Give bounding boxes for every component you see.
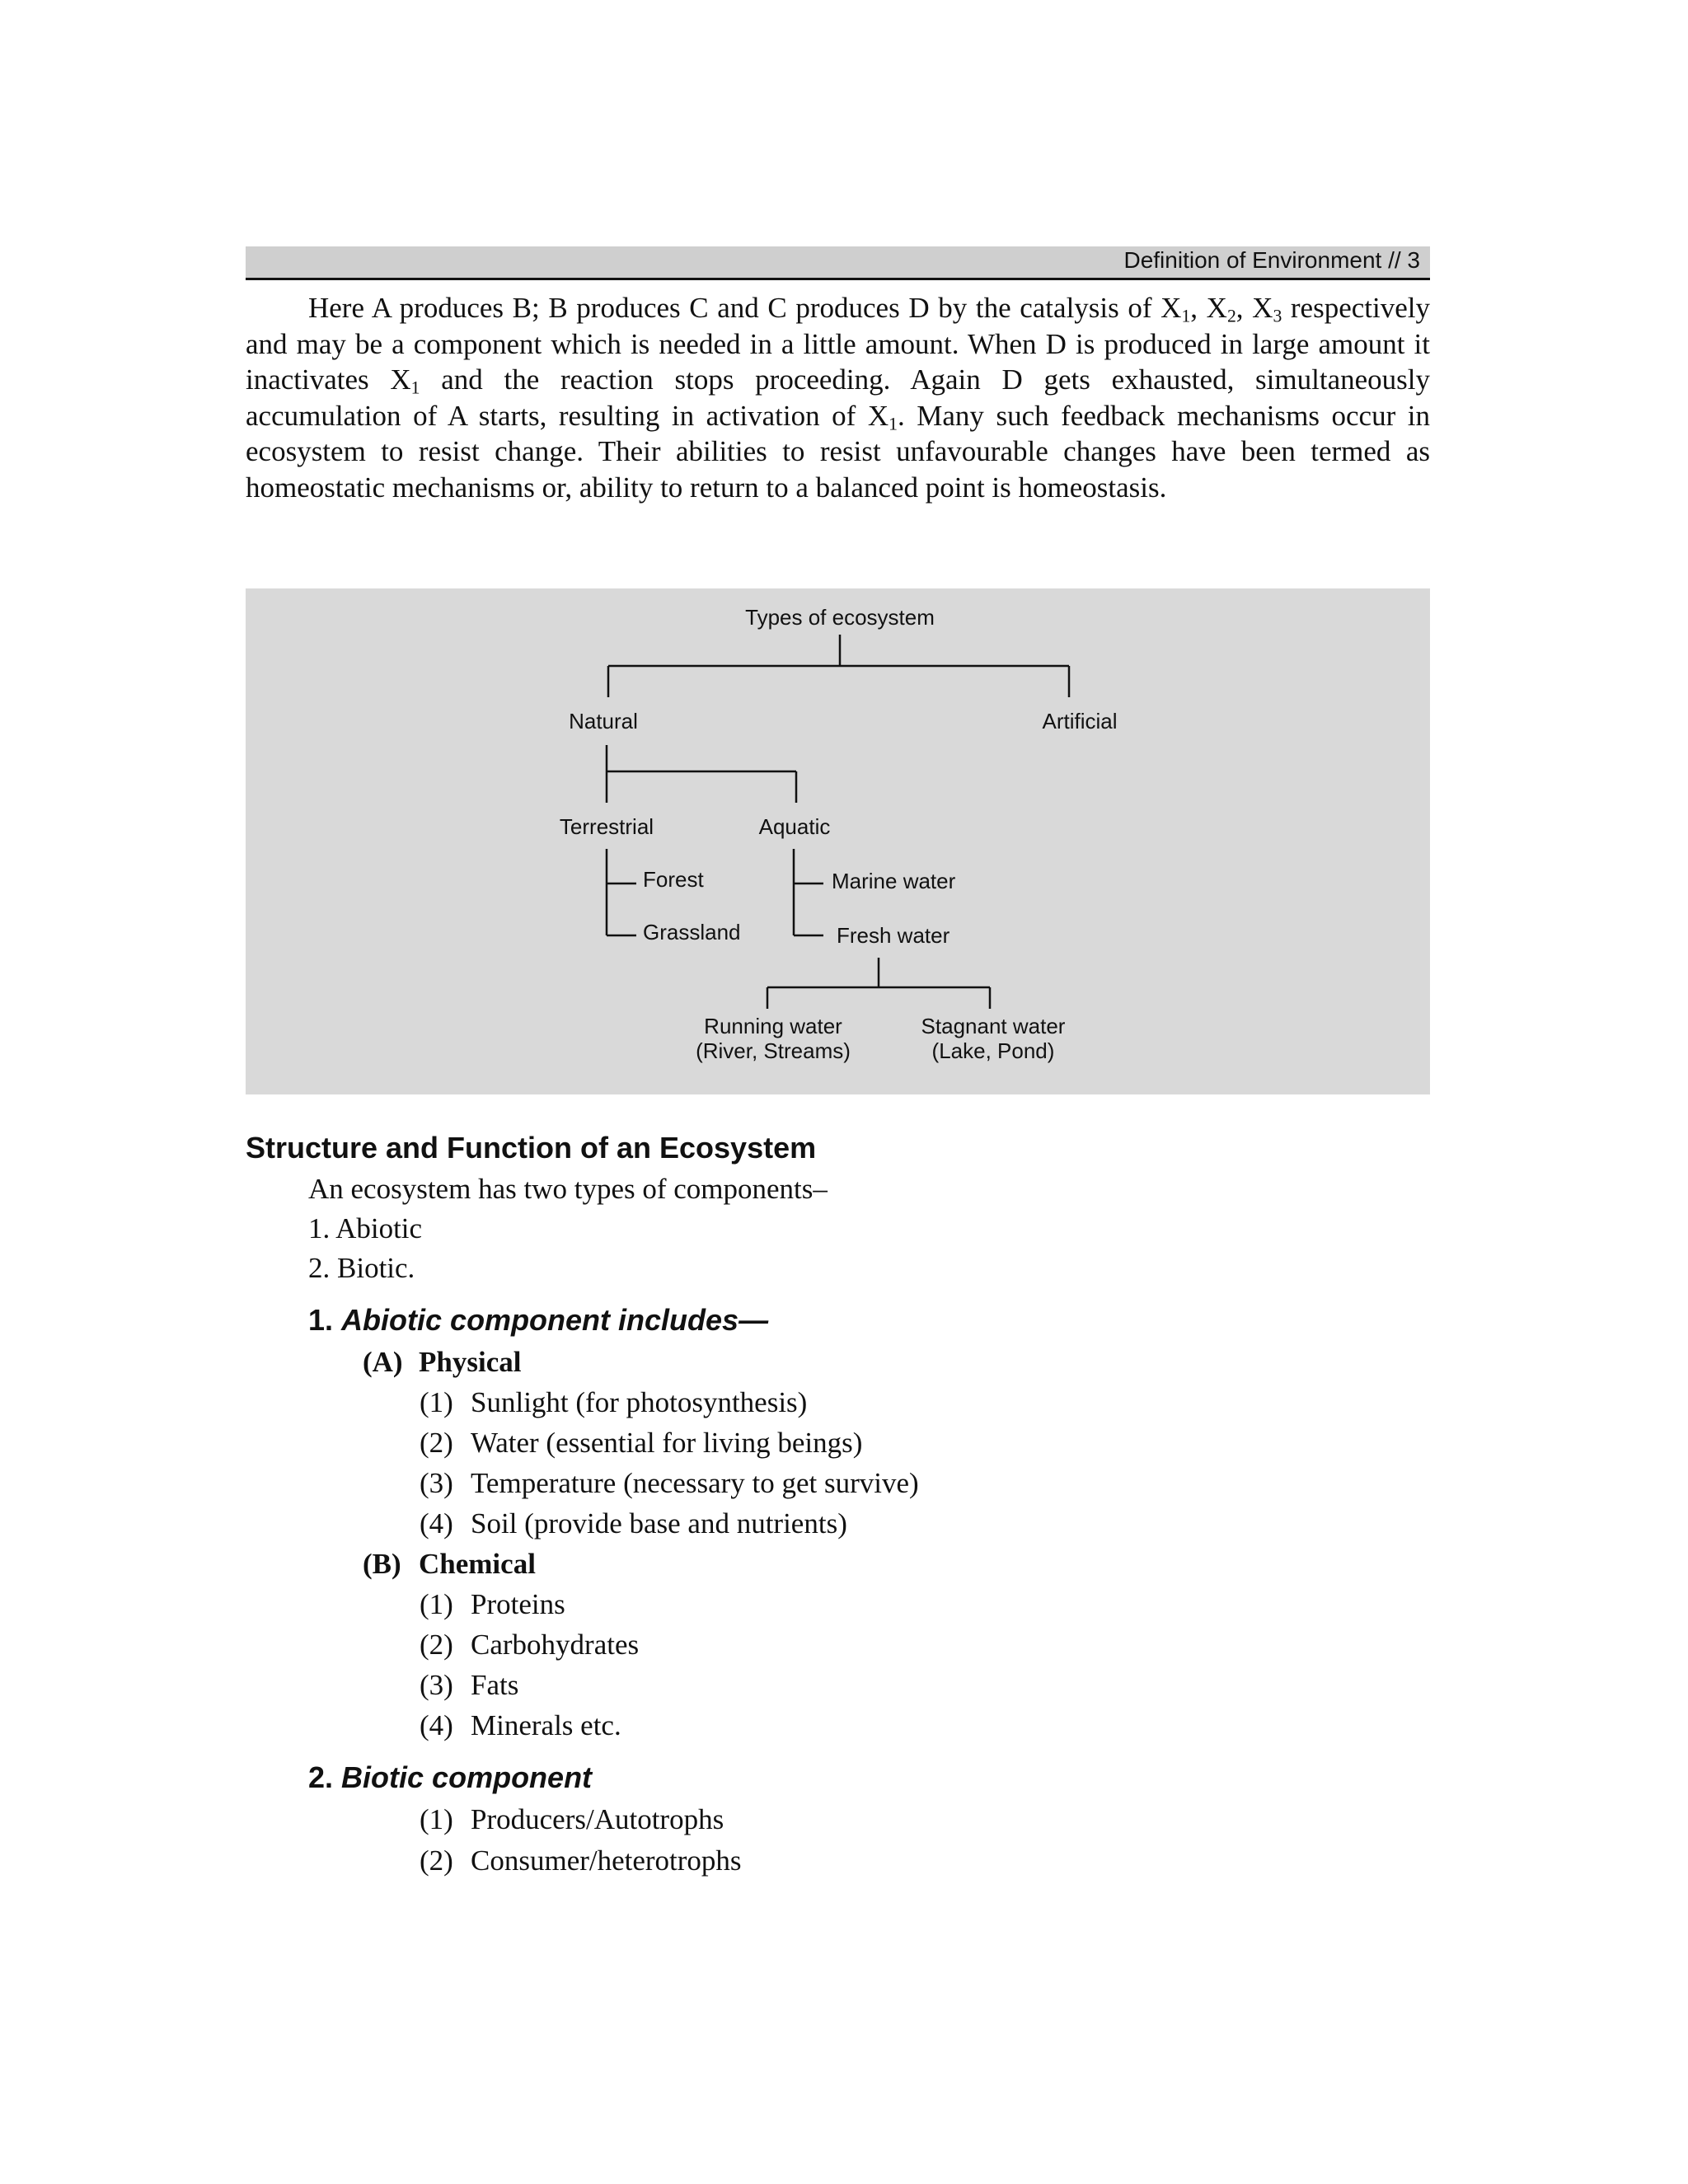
intro-paragraph: Here A produces B; B produces C and C produces D by the catalysis of $X_1$, $X_2$, $X_3$ respectively and may be a component which is needed in a little amount. When D is produced in large amount it inactivates $X_1$ and the reaction stops proceeding. Again D gets exhausted, simultaneously accumulation of A starts, resulting in activation of $X_1$. Many such feedback mechanisms occur in ecosystem to resist change. Their abilities to resist unfavourable changes have been termed as homeostatic mechanisms or, ability to return to a balanced point is homeostasis. bbox=[246, 292, 1430, 504]
running-header bbox=[246, 246, 1430, 280]
section-intro: An ecosystem has two types of components– bbox=[308, 1173, 828, 1205]
physical-subheading: (A) Physical bbox=[363, 1346, 522, 1378]
list-item: (2) Water (essential for living beings) bbox=[420, 1427, 863, 1459]
running-title: Definition of Environment // 3 bbox=[1123, 247, 1420, 273]
node-marine-water: Marine water bbox=[832, 869, 956, 893]
abiotic-heading: 1. Abiotic component includes— bbox=[308, 1303, 769, 1337]
list-item: (1) Sunlight (for photosynthesis) bbox=[420, 1386, 808, 1418]
node-forest: Forest bbox=[643, 867, 704, 892]
list-item: (1) Producers/Autotrophs bbox=[420, 1803, 724, 1835]
component-item-biotic: 2. Biotic. bbox=[308, 1252, 415, 1284]
section-heading: Structure and Function of an Ecosystem bbox=[246, 1131, 817, 1165]
list-item: (1) Proteins bbox=[420, 1588, 565, 1620]
node-artificial: Artificial bbox=[1042, 709, 1118, 733]
list-item: (2) Carbohydrates bbox=[420, 1629, 640, 1661]
node-grassland: Grassland bbox=[643, 920, 741, 944]
list-item: (3) Temperature (necessary to get survive) bbox=[420, 1467, 919, 1499]
biotic-heading: 2. Biotic component bbox=[308, 1760, 593, 1794]
component-item-abiotic: 1. Abiotic bbox=[308, 1212, 423, 1244]
node-natural: Natural bbox=[569, 709, 638, 733]
node-aquatic: Aquatic bbox=[758, 814, 831, 839]
node-running-water: Running water (River, Streams) bbox=[696, 1014, 851, 1063]
node-terrestrial: Terrestrial bbox=[559, 814, 654, 839]
list-item: (3) Fats bbox=[420, 1669, 519, 1701]
ecosystem-types-diagram bbox=[246, 588, 1430, 1094]
chemical-subheading: (B) Chemical bbox=[363, 1548, 536, 1580]
list-item: (4) Minerals etc. bbox=[420, 1709, 621, 1741]
list-item: (4) Soil (provide base and nutrients) bbox=[420, 1507, 847, 1540]
node-types-of-ecosystem: Types of ecosystem bbox=[745, 605, 935, 630]
list-item: (2) Consumer/heterotrophs bbox=[420, 1844, 742, 1877]
node-fresh-water: Fresh water bbox=[837, 923, 950, 948]
node-stagnant-water: Stagnant water (Lake, Pond) bbox=[921, 1014, 1066, 1063]
